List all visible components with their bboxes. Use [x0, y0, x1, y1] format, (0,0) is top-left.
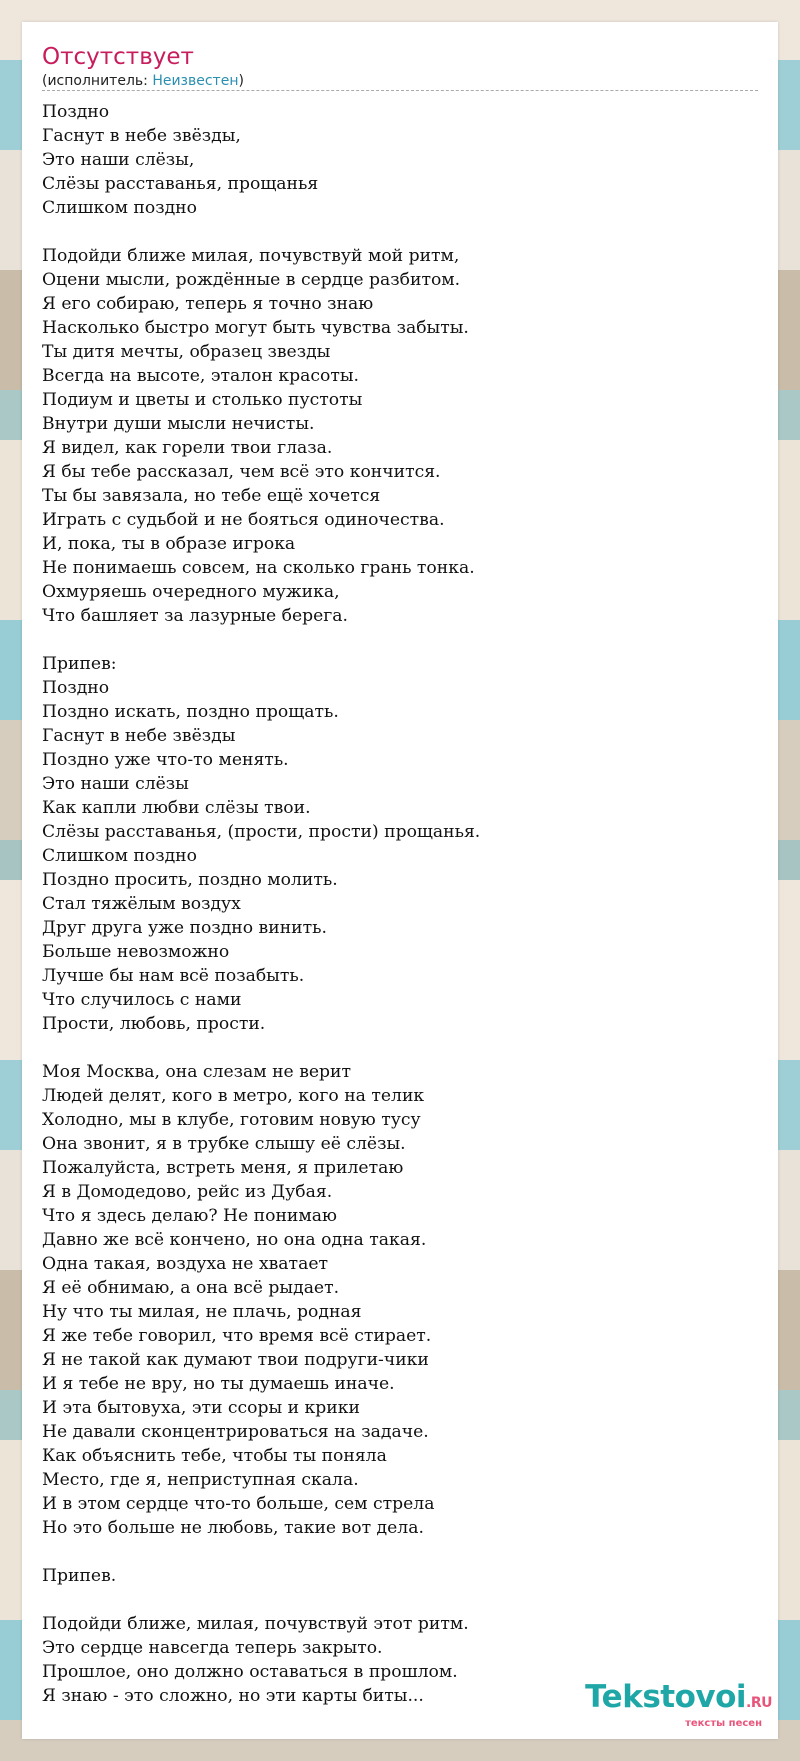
lyric-line: Что башляет за лазурные берега.	[42, 606, 349, 626]
artist-line	[42, 72, 244, 90]
lyric-line: Подойди ближе милая, почувствуй мой ритм,	[42, 246, 460, 266]
lyric-line: И в этом сердце что-то больше, сем стрела	[42, 1494, 435, 1514]
lyric-line: Я же тебе говорил, что время всё стирает.	[42, 1326, 432, 1346]
lyric-blank-line	[42, 628, 762, 652]
lyric-line: Подойди ближе, милая, почувствуй этот ритм.	[42, 1614, 469, 1634]
lyric-line: Прошлое, оно должно оставаться в прошлом.	[42, 1662, 458, 1682]
lyric-line: Но это больше не любовь, такие вот дела.	[42, 1518, 424, 1538]
lyric-line: Я её обнимаю, а она всё рыдает.	[42, 1278, 340, 1298]
lyric-line: Подиум и цветы и столько пустоты	[42, 390, 363, 410]
lyric-line: И я тебе не вру, но ты думаешь иначе.	[42, 1374, 395, 1394]
lyric-line: Что я здесь делаю? Не понимаю	[42, 1206, 337, 1226]
lyric-line: Слёзы расставанья, (прости, прости) прощанья.	[42, 822, 481, 842]
lyric-blank-line	[42, 1588, 762, 1612]
lyric-line: Гаснут в небе звёзды,	[42, 126, 241, 146]
lyric-line: Всегда на высоте, эталон красоты.	[42, 366, 360, 386]
lyric-line: Поздно	[42, 678, 110, 698]
lyric-line: Холодно, мы в клубе, готовим новую тусу	[42, 1110, 421, 1130]
lyric-line: Лучше бы нам всё позабыть.	[42, 966, 305, 986]
lyric-line: Как объяснить тебе, чтобы ты поняла	[42, 1446, 387, 1466]
lyric-line: Я в Домодедово, рейс из Дубая.	[42, 1182, 333, 1202]
lyric-line: Я бы тебе рассказал, чем всё это кончится.	[42, 462, 441, 482]
lyric-line: Не давали сконцентрироваться на задаче.	[42, 1422, 429, 1442]
artist-prefix: (исполнитель:	[42, 73, 153, 89]
lyric-line: Пожалуйста, встреть меня, я прилетаю	[42, 1158, 404, 1178]
lyric-line: Внутри души мысли нечисты.	[42, 414, 315, 434]
lyric-line: Поздно	[42, 102, 110, 122]
logo-name: Tekstovoi	[585, 1679, 747, 1715]
lyric-blank-line	[42, 1036, 762, 1060]
lyric-line: Это сердце навсегда теперь закрыто.	[42, 1638, 383, 1658]
lyric-line: Я видел, как горели твои глаза.	[42, 438, 333, 458]
site-logo[interactable]	[585, 1681, 772, 1729]
lyrics-card	[22, 22, 778, 1739]
lyric-line: Я знаю - это сложно, но эти карты биты...	[42, 1686, 424, 1706]
lyric-blank-line	[42, 220, 762, 244]
logo-tld: .RU	[746, 1695, 772, 1711]
lyric-line: Припев:	[42, 654, 117, 674]
lyric-line: Ты бы завязала, но тебе ещё хочется	[42, 486, 381, 506]
lyric-line: Это наши слёзы,	[42, 150, 195, 170]
lyric-line: Давно же всё кончено, но она одна такая.	[42, 1230, 427, 1250]
lyrics-text	[42, 100, 762, 1708]
lyric-line: Моя Москва, она слезам не верит	[42, 1062, 352, 1082]
lyric-line: Насколько быстро могут быть чувства забыты.	[42, 318, 469, 338]
logo-wordmark	[585, 1681, 772, 1719]
lyric-line: Гаснут в небе звёзды	[42, 726, 236, 746]
lyric-line: И, пока, ты в образе игрока	[42, 534, 296, 554]
artist-link[interactable]: Неизвестен	[152, 73, 239, 89]
lyric-line: Поздно искать, поздно прощать.	[42, 702, 339, 722]
lyric-line: Людей делят, кого в метро, кого на телик	[42, 1086, 425, 1106]
lyric-line: Это наши слёзы	[42, 774, 189, 794]
lyric-line: Слишком поздно	[42, 846, 197, 866]
lyric-blank-line	[42, 1540, 762, 1564]
song-title: Отсутствует	[42, 44, 194, 70]
lyric-line: Одна такая, воздуха не хватает	[42, 1254, 328, 1274]
lyric-line: Она звонит, я в трубке слышу её слёзы.	[42, 1134, 406, 1154]
lyric-line: Что случилось с нами	[42, 990, 242, 1010]
logo-tagline: тексты песен	[685, 1718, 762, 1729]
lyric-line: Не понимаешь совсем, на сколько грань тонка.	[42, 558, 475, 578]
lyric-line: Я его собираю, теперь я точно знаю	[42, 294, 374, 314]
lyric-line: Поздно уже что-то менять.	[42, 750, 289, 770]
lyric-line: Ты дитя мечты, образец звезды	[42, 342, 331, 362]
artist-suffix: )	[238, 73, 244, 89]
lyric-line: Припев.	[42, 1566, 117, 1586]
lyric-line: Ну что ты милая, не плачь, родная	[42, 1302, 362, 1322]
lyric-line: Прости, любовь, прости.	[42, 1014, 266, 1034]
lyric-line: Друг друга уже поздно винить.	[42, 918, 327, 938]
lyric-line: Как капли любви слёзы твои.	[42, 798, 311, 818]
lyric-line: Стал тяжёлым воздух	[42, 894, 241, 914]
lyric-line: Оцени мысли, рождённые в сердце разбитом.	[42, 270, 461, 290]
lyric-line: Играть с судьбой и не бояться одиночества.	[42, 510, 445, 530]
lyric-line: Я не такой как думают твои подруги-чики	[42, 1350, 429, 1370]
lyric-line: Больше невозможно	[42, 942, 230, 962]
lyric-line: Слёзы расставанья, прощанья	[42, 174, 319, 194]
title-divider	[42, 90, 758, 91]
lyric-line: Охмуряешь очередного мужика,	[42, 582, 340, 602]
lyric-line: И эта бытовуха, эти ссоры и крики	[42, 1398, 360, 1418]
lyric-line: Поздно просить, поздно молить.	[42, 870, 338, 890]
lyric-line: Место, где я, неприступная скала.	[42, 1470, 359, 1490]
lyric-line: Слишком поздно	[42, 198, 197, 218]
